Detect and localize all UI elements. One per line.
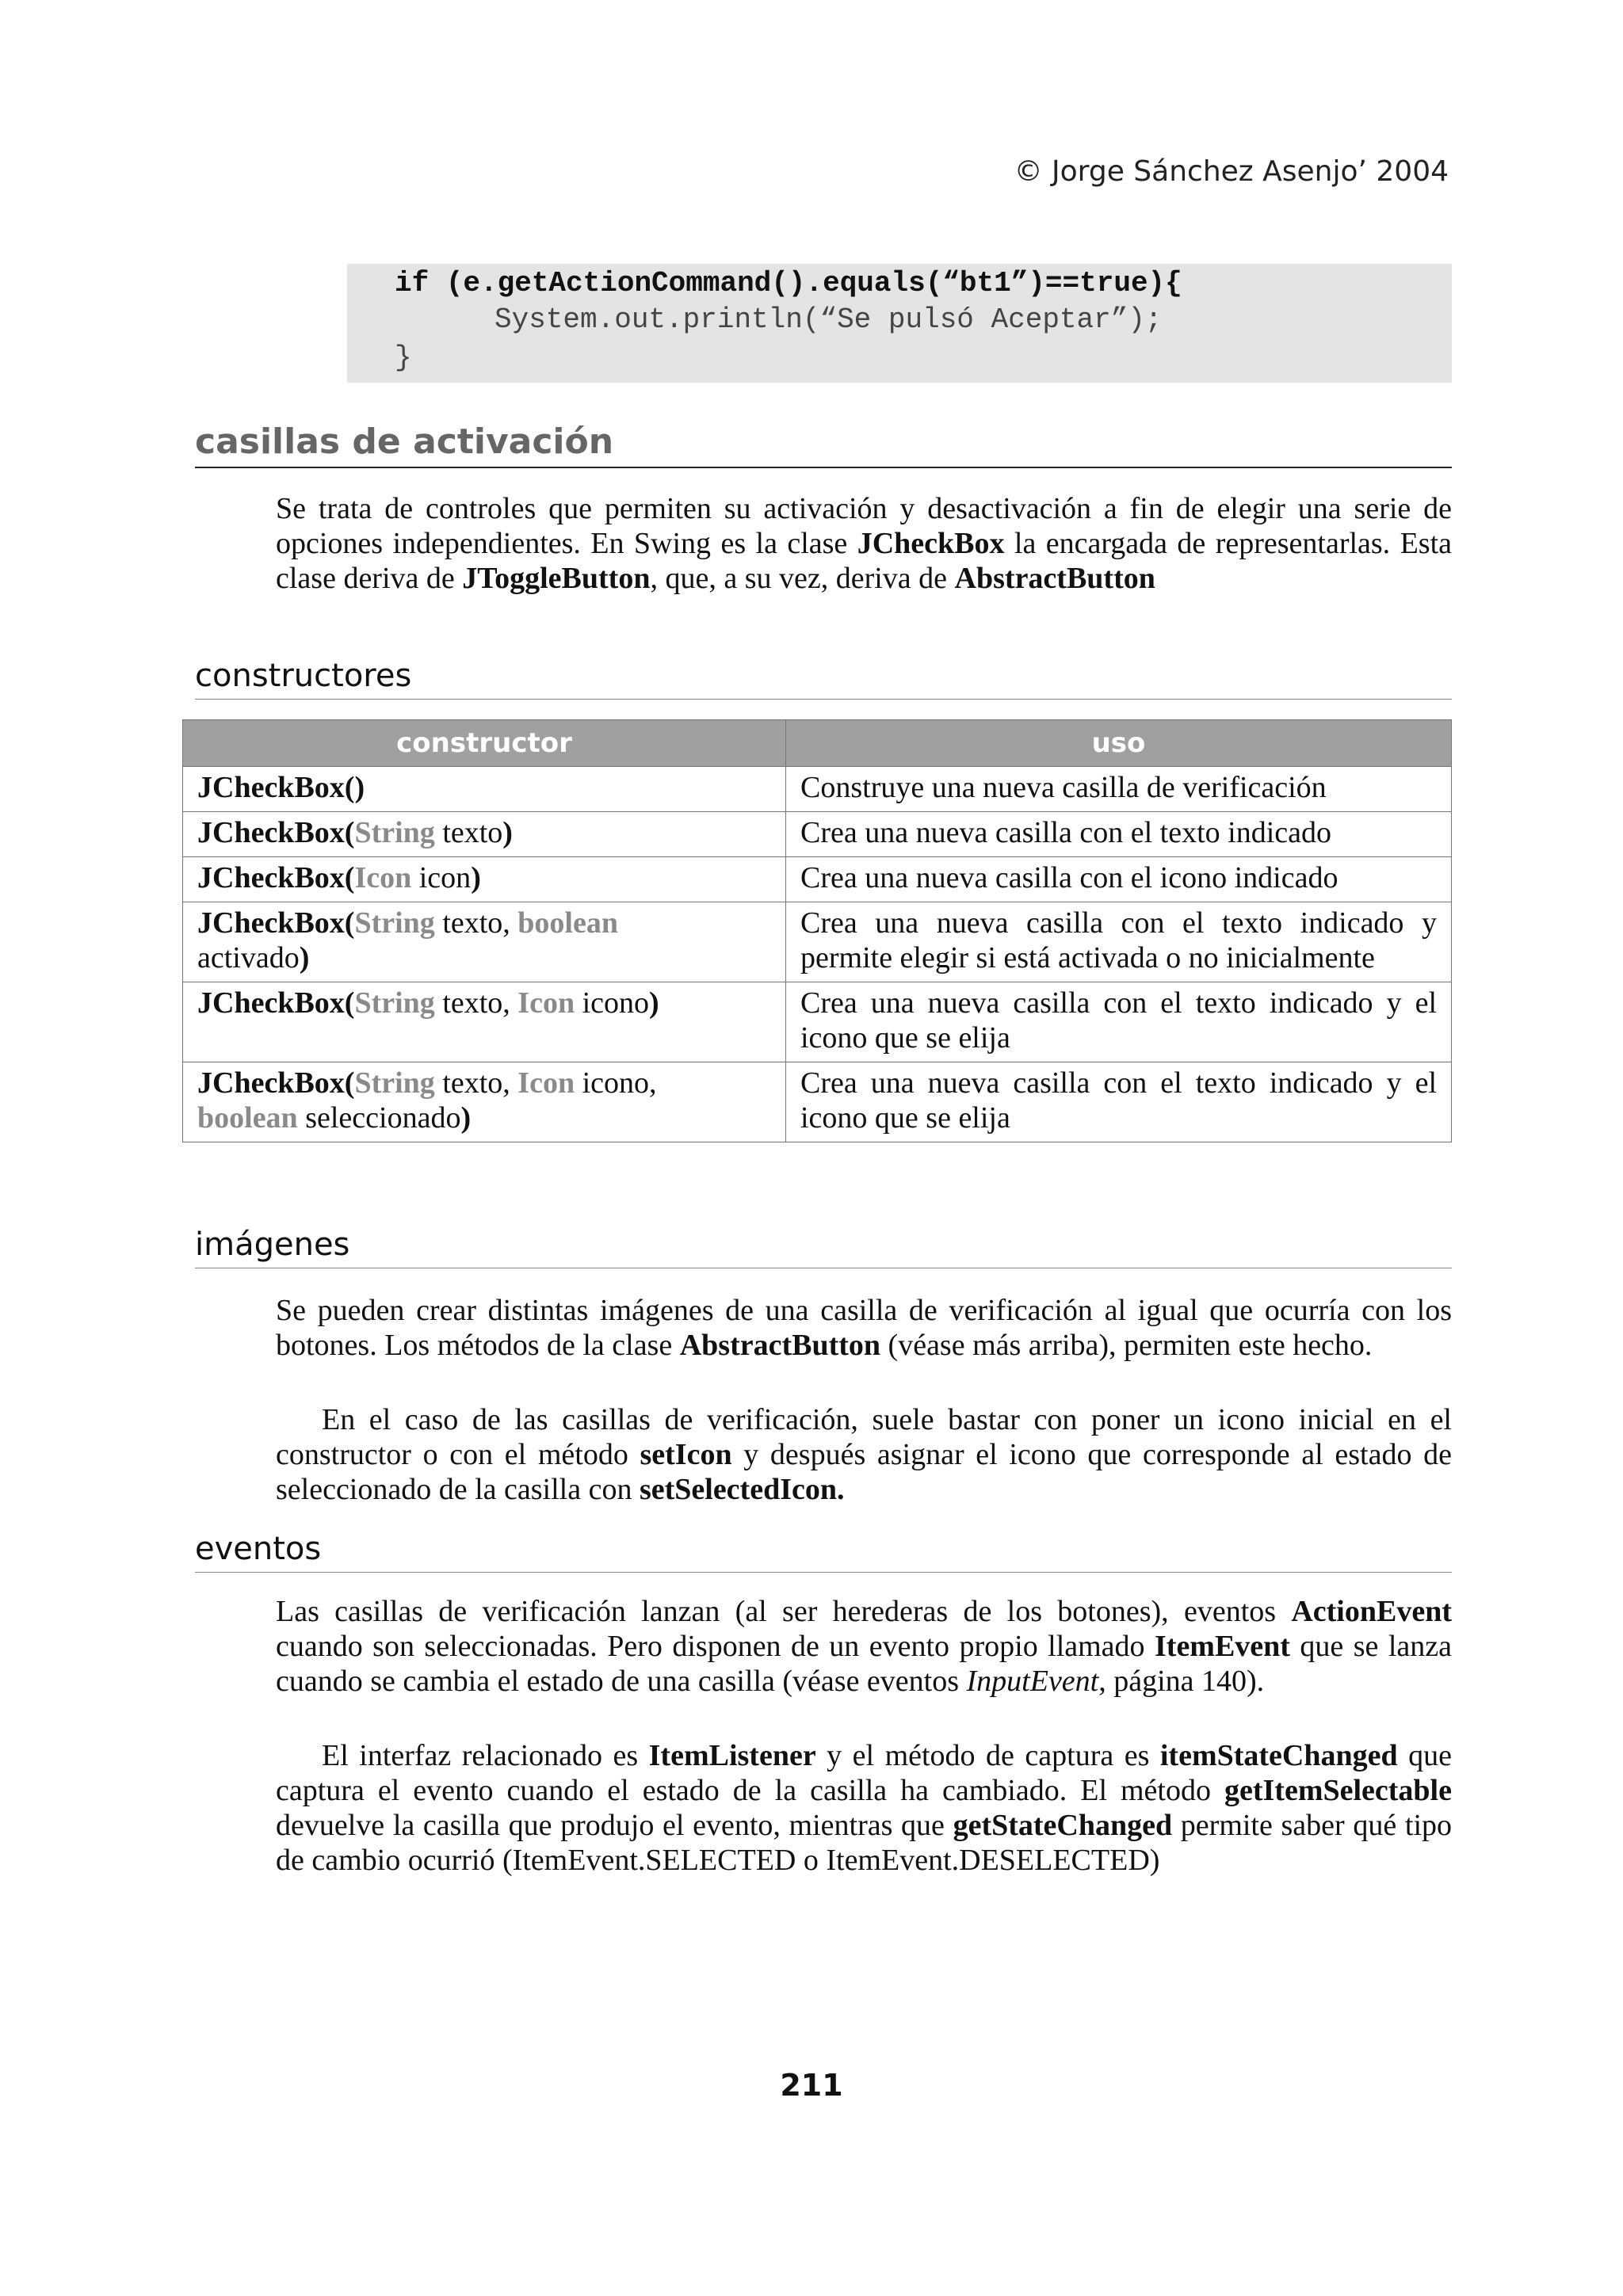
column-header: constructor [183, 720, 786, 767]
constructor-cell: JCheckBox(Icon icon) [183, 857, 786, 902]
constructor-cell: JCheckBox(String texto, Icon icono) [183, 982, 786, 1062]
table-row [183, 982, 1452, 1062]
constructor-cell: JCheckBox() [183, 767, 786, 812]
table-row [183, 812, 1452, 857]
constructors-table [182, 719, 1452, 1142]
section-title: casillas de activación [195, 421, 1452, 468]
page-header-copyright: © Jorge Sánchez Asenjo’ 2004 [1014, 155, 1449, 188]
table-row [183, 902, 1452, 982]
subsection-title-imagenes: imágenes [195, 1226, 1452, 1268]
table-row [183, 767, 1452, 812]
eventos-paragraph-2: El interfaz relacionado es ItemListener y el método de captura es itemStateChanged que captura el evento cuando el estado de la casilla ha cambiado. El método getItemSelectable devuelve la casilla que produjo el evento, mientras que getStateChanged permite saber qué tipo de cambio ocurrió (ItemEvent.SELECTED o ItemEvent.DESELECTED) [276, 1739, 1452, 1877]
uso-cell: Crea una nueva casilla con el texto indicado y permite elegir si está activada o no inicialmente [786, 902, 1452, 982]
imagenes-paragraph-2: En el caso de las casillas de verificación, suele bastar con poner un icono inicial en el constructor o con el método setIcon y después asignar el icono que corresponde al estado de seleccionado de la casilla con setSelectedIcon. [276, 1403, 1452, 1506]
uso-cell: Crea una nueva casilla con el texto indicado [786, 812, 1452, 857]
constructor-cell: JCheckBox(String texto, Icon icono, boolean seleccionado) [183, 1062, 786, 1142]
table-row [183, 1062, 1452, 1142]
uso-cell: Crea una nueva casilla con el texto indicado y el icono que se elija [786, 1062, 1452, 1142]
code-line: System.out.println(“Se pulsó Aceptar”); [495, 303, 1163, 336]
constructor-cell: JCheckBox(String texto, boolean activado) [183, 902, 786, 982]
table-row [183, 857, 1452, 902]
column-header: uso [786, 720, 1452, 767]
subsection-title-constructores: constructores [195, 658, 1452, 700]
eventos-paragraph-1: Las casillas de verificación lanzan (al ser herederas de los botones), eventos ActionEvent cuando son seleccionadas. Pero disponen de un evento propio llamado ItemEvent que se lanza cuando se cambia el estado de una casilla (véase eventos InputEvent, página 140). [276, 1595, 1452, 1698]
imagenes-paragraph-1: Se pueden crear distintas imágenes de una casilla de verificación al igual que ocurría con los botones. Los métodos de la clase AbstractButton (véase más arriba), permiten este hecho. [276, 1294, 1452, 1362]
code-block [347, 264, 1452, 383]
uso-cell: Crea una nueva casilla con el icono indicado [786, 857, 1452, 902]
uso-cell: Construye una nueva casilla de verificación [786, 767, 1452, 812]
uso-cell: Crea una nueva casilla con el texto indicado y el icono que se elija [786, 982, 1452, 1062]
constructor-cell: JCheckBox(String texto) [183, 812, 786, 857]
intro-paragraph: Se trata de controles que permiten su activación y desactivación a fin de elegir una serie de opciones independientes. En Swing es la clase JCheckBox la encargada de representarlas. Esta clase deriva de JToggleButton, que, a su vez, deriva de AbstractButton [276, 492, 1453, 595]
table-header-row [183, 720, 1452, 767]
page-number: 211 [780, 2068, 843, 2103]
code-line: if (e.getActionCommand().equals(“bt1”)==true){ [395, 267, 1182, 299]
code-line: } [395, 341, 412, 374]
subsection-title-eventos: eventos [195, 1531, 1452, 1573]
